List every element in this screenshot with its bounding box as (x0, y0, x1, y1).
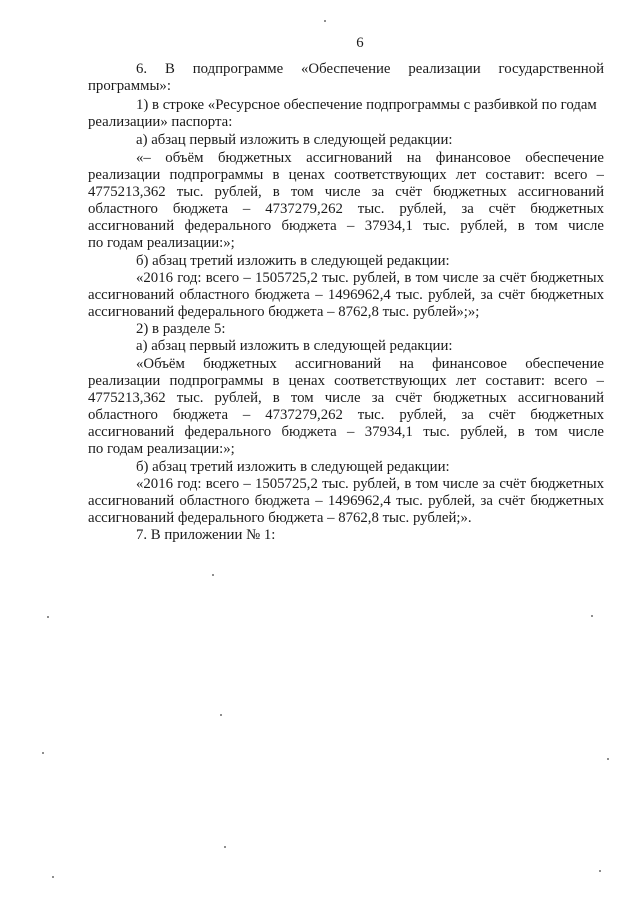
quote-2a-line-6: по годам реализации:»; (88, 441, 235, 457)
quote-2a-line-1: «Объём бюджетных ассигнований на финансовое обеспечение (136, 356, 604, 372)
scan-speck (42, 752, 44, 754)
section-7-heading: 7. В приложении № 1: (136, 527, 276, 543)
item-1a-instruction: а) абзац первый изложить в следующей редакции: (136, 132, 453, 148)
quote-1a-line-1: «– объём бюджетных ассигнований на финансовое обеспечение (136, 150, 604, 166)
scan-speck (591, 615, 593, 617)
item-1b-instruction: б) абзац третий изложить в следующей редакции: (136, 253, 450, 269)
quote-1b-line-3: ассигнований федерального бюджета – 8762,8 тыс. рублей»;»; (88, 304, 480, 320)
section-6-heading-line-2: программы»: (88, 78, 171, 94)
item-1-line-2: реализации» паспорта: (88, 114, 233, 130)
quote-2b-line-2: ассигнований областного бюджета – 1496962,4 тыс. рублей, за счёт бюджетных (88, 493, 604, 509)
scan-speck (607, 758, 609, 760)
quote-2a-line-5: ассигнований федерального бюджета – 37934,1 тыс. рублей, в том числе (88, 424, 604, 440)
quote-2a-line-3: 4775213,362 тыс. рублей, в том числе за счёт бюджетных ассигнований (88, 390, 604, 406)
page-number: 6 (356, 35, 364, 51)
scan-speck (599, 870, 601, 872)
quote-2a-line-4: областного бюджета – 4737279,262 тыс. рублей, за счёт бюджетных (88, 407, 604, 423)
scan-speck (324, 20, 326, 22)
quote-1a-line-4: областного бюджета – 4737279,262 тыс. рублей, за счёт бюджетных (88, 201, 604, 217)
scan-speck (220, 714, 222, 716)
quote-2b-line-1: «2016 год: всего – 1505725,2 тыс. рублей, в том числе за счёт бюджетных (136, 476, 604, 492)
quote-2b-line-3: ассигнований федерального бюджета – 8762,8 тыс. рублей;». (88, 510, 472, 526)
quote-1b-line-1: «2016 год: всего – 1505725,2 тыс. рублей, в том числе за счёт бюджетных (136, 270, 604, 286)
scan-speck (212, 574, 214, 576)
quote-1a-line-3: 4775213,362 тыс. рублей, в том числе за счёт бюджетных ассигнований (88, 184, 604, 200)
quote-1a-line-6: по годам реализации:»; (88, 235, 235, 251)
item-2b-instruction: б) абзац третий изложить в следующей редакции: (136, 459, 450, 475)
section-6-heading-line-1: 6. В подпрограмме «Обеспечение реализации государственной (136, 61, 604, 77)
item-2a-instruction: а) абзац первый изложить в следующей редакции: (136, 338, 453, 354)
scan-speck (47, 616, 49, 618)
scan-speck (224, 846, 226, 848)
quote-2a-line-2: реализации подпрограммы в ценах соответствующих лет составит: всего – (88, 373, 604, 389)
quote-1b-line-2: ассигнований областного бюджета – 1496962,4 тыс. рублей, за счёт бюджетных (88, 287, 604, 303)
item-1-line-1: 1) в строке «Ресурсное обеспечение подпрограммы с разбивкой по годам (136, 97, 597, 113)
item-2-heading: 2) в разделе 5: (136, 321, 226, 337)
quote-1a-line-2: реализации подпрограммы в ценах соответствующих лет составит: всего – (88, 167, 604, 183)
scan-speck (52, 876, 54, 878)
quote-1a-line-5: ассигнований федерального бюджета – 37934,1 тыс. рублей, в том числе (88, 218, 604, 234)
